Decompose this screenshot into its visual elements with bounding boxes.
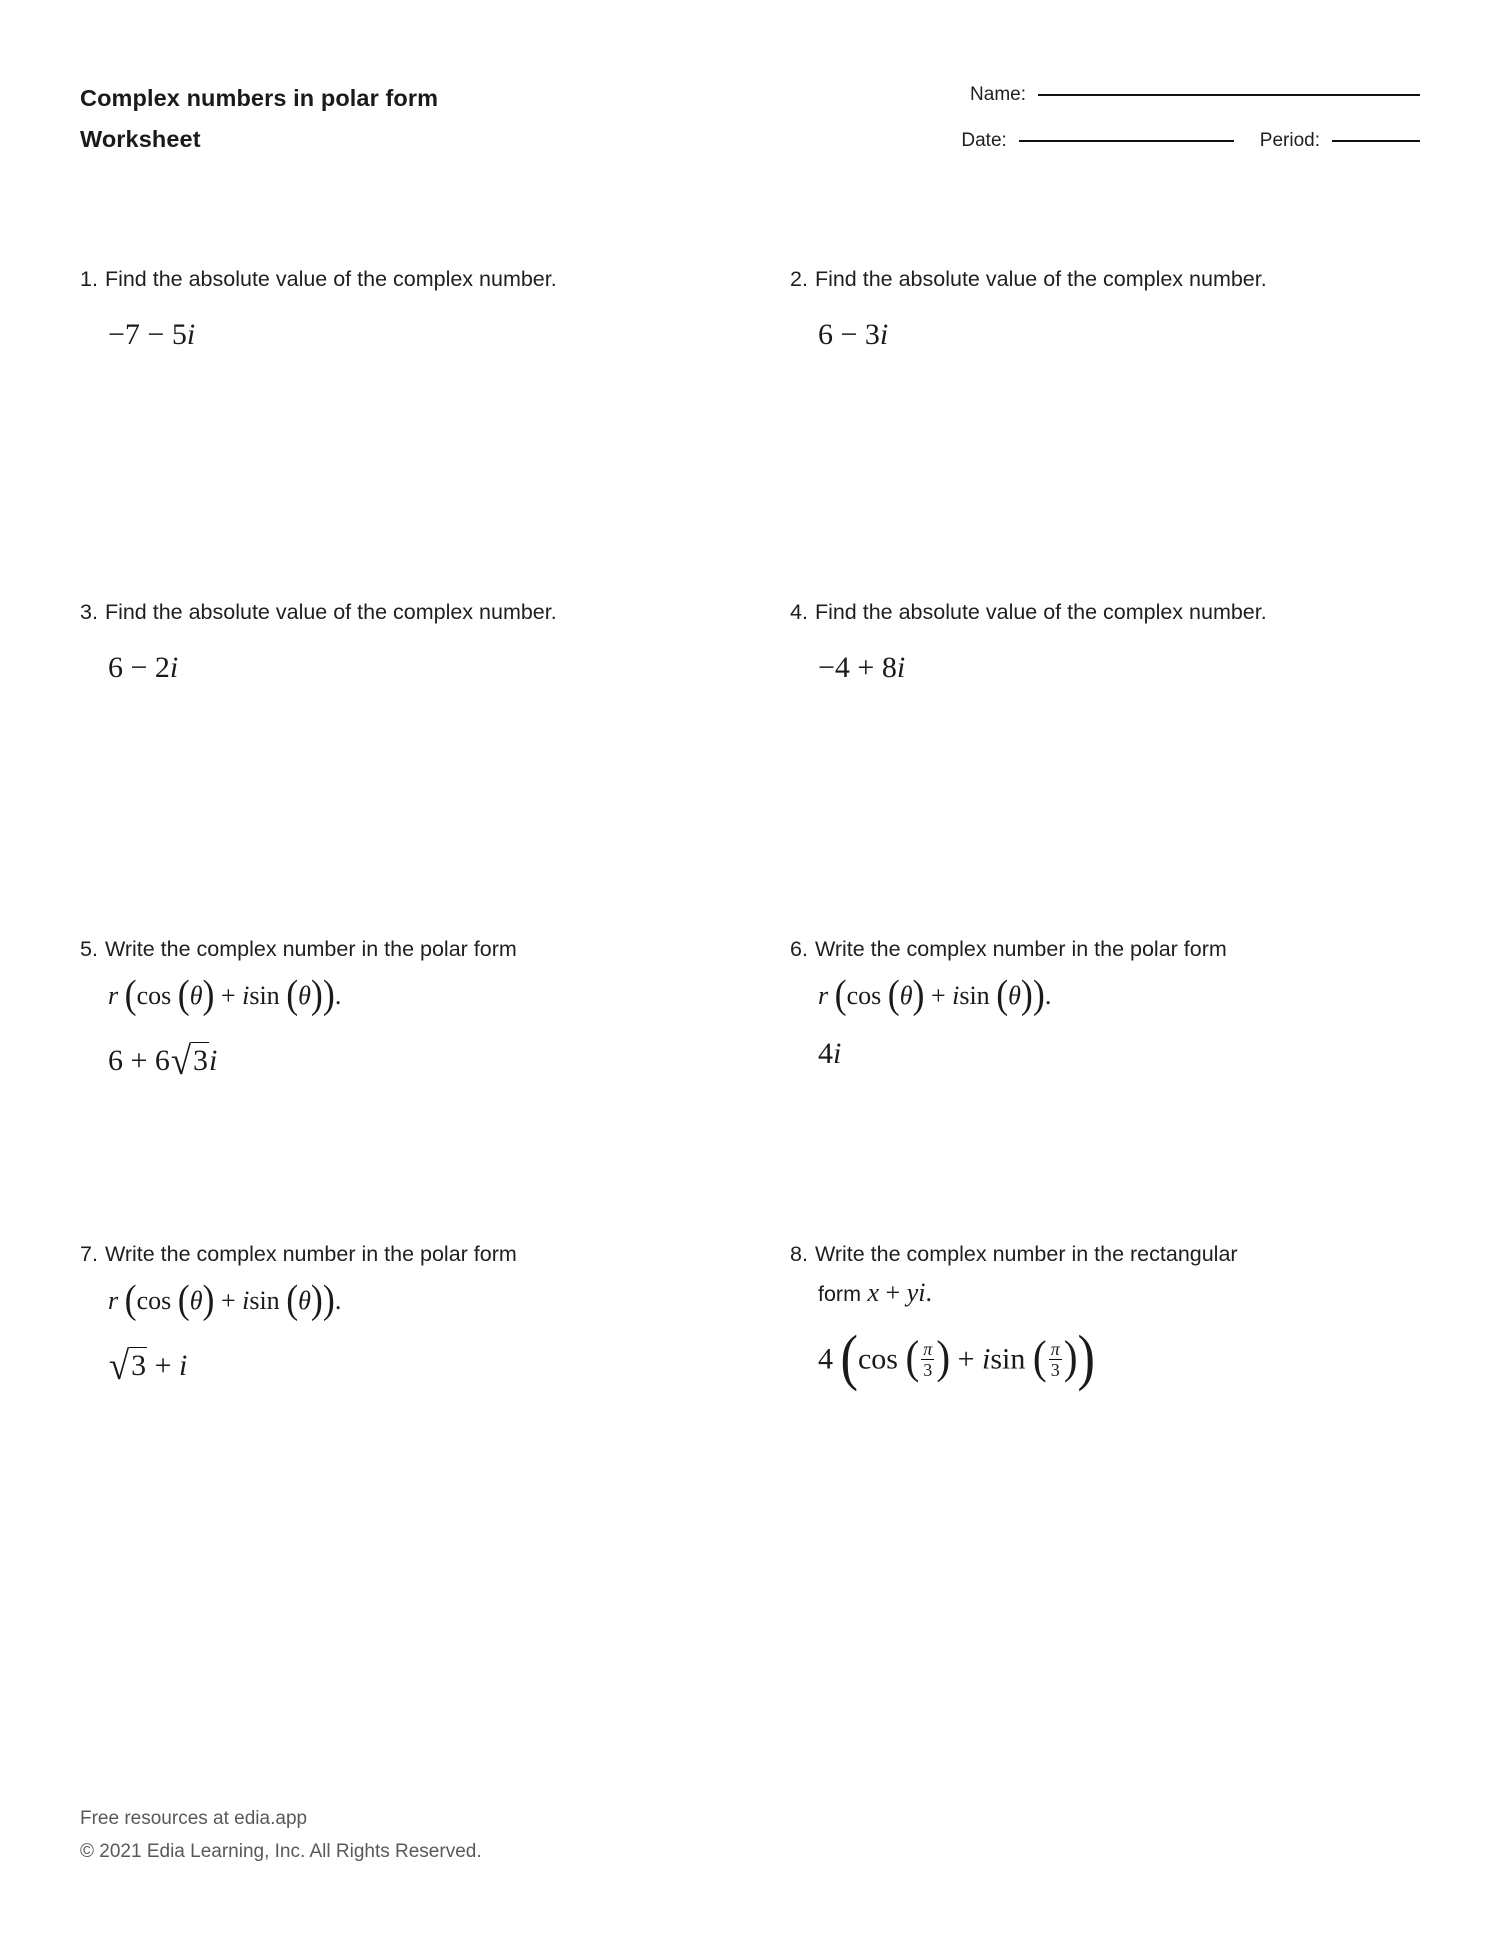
period-input-line[interactable] (1332, 140, 1420, 142)
problem-7 (80, 1237, 790, 1537)
problem-4-text: Find the absolute value of the complex number. (814, 600, 1267, 624)
number-6: 6 (108, 1043, 123, 1077)
problem-row-3 (80, 932, 1420, 1237)
problem-4 (790, 595, 1420, 932)
plus-operator: + (885, 1278, 901, 1307)
coefficient-6: 6 (154, 1043, 170, 1077)
minus-sign: − (818, 651, 835, 684)
radicand-3: 3 (192, 1043, 208, 1077)
imaginary-unit: i (879, 318, 889, 351)
problem-1-expression (108, 318, 760, 352)
period: . (334, 980, 342, 1010)
problem-5-text: Write the complex number in the polar form (104, 937, 517, 961)
close-paren: ) (310, 1276, 323, 1322)
close-paren: ) (322, 971, 335, 1017)
student-info-block (900, 84, 1420, 176)
open-paren: ( (1032, 1331, 1047, 1383)
imaginary-unit: i (186, 318, 196, 351)
date-period-row (900, 130, 1420, 176)
problem-3-expression (108, 651, 760, 685)
imaginary-unit: i (208, 1043, 218, 1077)
number-5: 5 (171, 318, 187, 351)
problem-5-statement (80, 932, 760, 966)
minus-operator: − (840, 318, 858, 351)
problem-1 (80, 262, 790, 595)
imaginary-unit: i (169, 651, 179, 684)
sin-function: sin (249, 1285, 280, 1315)
imaginary-unit: i (178, 1348, 188, 1382)
problem-2 (790, 262, 1420, 595)
theta-symbol: θ (1008, 980, 1021, 1010)
problem-8-statement (790, 1237, 1420, 1271)
worksheet-title-line-2: Worksheet (80, 126, 201, 152)
plus-operator: + (154, 1348, 172, 1382)
problem-2-text: Find the absolute value of the complex number. (814, 267, 1267, 291)
name-row (900, 84, 1420, 130)
imaginary-unit: i (952, 980, 960, 1010)
problem-row-4 (80, 1237, 1420, 1537)
radical-sign: √ (170, 1038, 192, 1083)
open-paren: ( (834, 971, 847, 1017)
open-paren: ( (286, 971, 299, 1017)
plus-operator: + (220, 1285, 236, 1315)
close-paren: ) (1032, 971, 1045, 1017)
imaginary-unit: i (918, 1278, 926, 1307)
imaginary-unit: i (982, 1342, 991, 1376)
problem-7-expression (108, 1342, 760, 1389)
r-symbol: r (108, 1285, 119, 1315)
number-2: 2 (154, 651, 170, 684)
square-root (108, 1342, 147, 1389)
sin-function: sin (990, 1342, 1026, 1376)
problem-2-expression (818, 318, 1420, 352)
date-input-line[interactable] (1019, 140, 1234, 142)
problem-row-1 (80, 262, 1420, 595)
problem-6-expression (818, 1037, 1420, 1071)
problem-3-statement (80, 595, 760, 629)
imaginary-unit: i (896, 651, 906, 684)
radical-sign: √ (108, 1343, 130, 1388)
r-symbol: r (818, 980, 829, 1010)
problem-1-text: Find the absolute value of the complex number. (104, 267, 557, 291)
close-paren: ) (1077, 1323, 1095, 1393)
close-paren: ) (310, 971, 323, 1017)
close-paren: ) (936, 1331, 951, 1383)
sin-function: sin (249, 980, 280, 1010)
form-word: form (818, 1282, 861, 1306)
problem-3-number: 3. (80, 600, 98, 624)
imaginary-unit: i (833, 1037, 842, 1070)
cos-function: cos (846, 980, 882, 1010)
close-paren: ) (202, 1276, 215, 1322)
open-paren: ( (124, 971, 137, 1017)
open-paren: ( (887, 971, 900, 1017)
open-paren: ( (286, 1276, 299, 1322)
close-paren: ) (1063, 1331, 1078, 1383)
title-block (80, 78, 438, 160)
problem-4-expression (818, 651, 1420, 685)
footer-copyright-line: © 2021 Edia Learning, Inc. All Rights Reserved. (80, 1841, 482, 1862)
worksheet-header (80, 78, 1420, 168)
plus-operator: + (957, 1342, 975, 1376)
radicand-3: 3 (131, 1348, 147, 1382)
period-label: Period: (1259, 130, 1320, 151)
minus-operator: − (130, 651, 148, 684)
cos-function: cos (136, 980, 172, 1010)
theta-symbol: θ (298, 980, 311, 1010)
plus-operator: + (930, 980, 946, 1010)
number-4: 4 (818, 1342, 833, 1376)
problem-grid (80, 262, 1420, 1537)
number-7: 7 (124, 318, 140, 351)
plus-operator: + (130, 1043, 148, 1077)
number-8: 8 (881, 651, 897, 684)
open-paren: ( (177, 971, 190, 1017)
close-paren: ) (912, 971, 925, 1017)
problem-4-statement (790, 595, 1420, 629)
problem-8-text: Write the complex number in the rectangular (814, 1242, 1238, 1266)
problem-6-number: 6. (790, 937, 808, 961)
open-paren: ( (124, 1276, 137, 1322)
x-symbol: x (867, 1278, 880, 1307)
open-paren: ( (177, 1276, 190, 1322)
problem-4-number: 4. (790, 600, 808, 624)
r-symbol: r (108, 980, 119, 1010)
minus-sign: − (108, 318, 125, 351)
denominator-3: 3 (1050, 1360, 1060, 1381)
problem-6-statement (790, 932, 1420, 966)
cos-function: cos (857, 1342, 898, 1376)
problem-8-rect-form (818, 1278, 1420, 1308)
open-paren: ( (996, 971, 1009, 1017)
fraction-pi-over-3 (921, 1340, 934, 1380)
square-root (170, 1037, 209, 1084)
problem-5-expression (108, 1037, 760, 1084)
problem-row-2 (80, 595, 1420, 932)
name-input-line[interactable] (1038, 94, 1420, 96)
problem-5-polar-form (108, 973, 760, 1015)
theta-symbol: θ (189, 1285, 203, 1315)
period: . (1044, 980, 1052, 1010)
problem-1-number: 1. (80, 267, 98, 291)
plus-operator: + (857, 651, 875, 684)
problem-7-number: 7. (80, 1242, 98, 1266)
problem-8-expression (818, 1323, 1420, 1393)
problem-8-number: 8. (790, 1242, 808, 1266)
open-paren: ( (840, 1323, 858, 1393)
cos-function: cos (136, 1285, 172, 1315)
problem-2-number: 2. (790, 267, 808, 291)
numerator-pi: π (1050, 1338, 1060, 1359)
numerator-pi: π (923, 1338, 933, 1359)
denominator-3: 3 (923, 1360, 933, 1381)
problem-7-polar-form (108, 1278, 760, 1320)
footer-resources-line: Free resources at edia.app (80, 1808, 308, 1829)
number-6: 6 (818, 318, 833, 351)
problem-1-statement (80, 262, 760, 296)
problem-5-number: 5. (80, 937, 98, 961)
close-paren: ) (202, 971, 215, 1017)
problem-6-text: Write the complex number in the polar form (814, 937, 1227, 961)
date-label: Date: (961, 130, 1007, 151)
theta-symbol: θ (298, 1285, 311, 1315)
page-footer (80, 1802, 482, 1868)
problem-7-statement (80, 1237, 760, 1271)
period: . (925, 1278, 932, 1307)
number-4: 4 (834, 651, 850, 684)
open-paren: ( (905, 1331, 920, 1383)
name-label: Name: (970, 84, 1026, 105)
worksheet-title-line-1: Complex numbers in polar form (80, 85, 439, 111)
problem-7-text: Write the complex number in the polar form (104, 1242, 517, 1266)
fraction-pi-over-3 (1049, 1340, 1062, 1380)
problem-3-text: Find the absolute value of the complex number. (104, 600, 557, 624)
close-paren: ) (322, 1276, 335, 1322)
number-3: 3 (864, 318, 880, 351)
close-paren: ) (1020, 971, 1033, 1017)
number-6: 6 (108, 651, 123, 684)
imaginary-unit: i (242, 1285, 250, 1315)
period: . (334, 1285, 342, 1315)
plus-operator: + (220, 980, 236, 1010)
problem-2-statement (790, 262, 1420, 296)
number-4: 4 (818, 1037, 833, 1070)
problem-3 (80, 595, 790, 932)
sin-function: sin (959, 980, 990, 1010)
problem-6 (790, 932, 1420, 1237)
theta-symbol: θ (899, 980, 913, 1010)
theta-symbol: θ (189, 980, 203, 1010)
problem-8 (790, 1237, 1420, 1537)
imaginary-unit: i (242, 980, 250, 1010)
problem-6-polar-form (818, 973, 1420, 1015)
minus-operator: − (147, 318, 165, 351)
y-symbol: y (906, 1278, 919, 1307)
problem-5 (80, 932, 790, 1237)
